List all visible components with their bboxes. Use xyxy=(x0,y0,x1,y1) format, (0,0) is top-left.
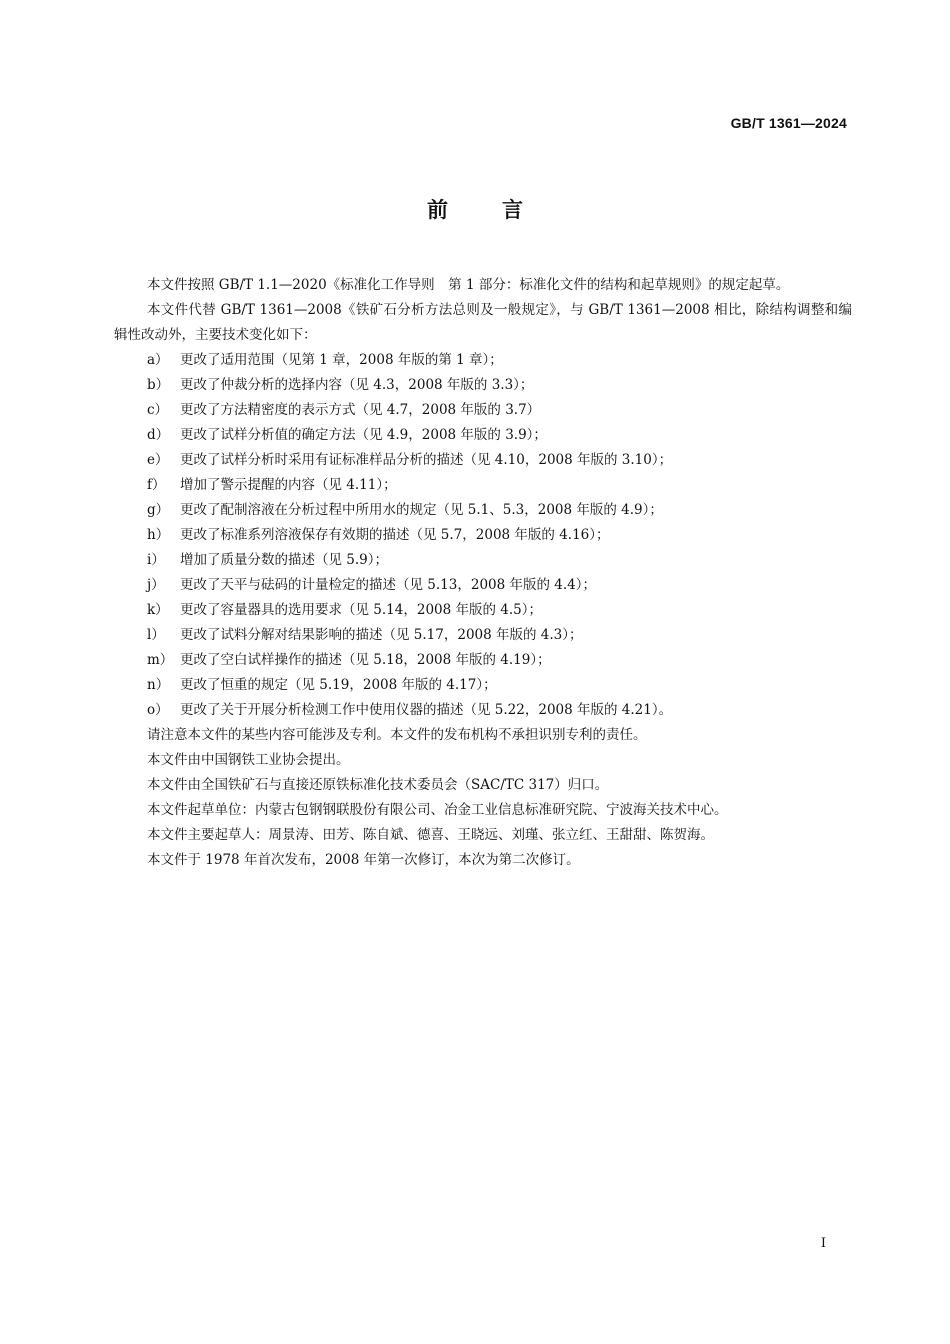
paragraph: 请注意本文件的某些内容可能涉及专利。本文件的发布机构不承担识别专利的责任。 xyxy=(147,727,647,743)
list-item-text: 增加了警示提醒的内容（见 4.11）； xyxy=(180,477,397,493)
page-title xyxy=(0,194,950,224)
list-marker: c） xyxy=(147,402,169,418)
list-marker: n） xyxy=(147,677,170,693)
list-item xyxy=(114,373,852,398)
list-marker: g） xyxy=(147,502,170,518)
paragraph: 本文件于 1978 年首次发布，2008 年第一次修订，本次为第二次修订。 xyxy=(147,852,580,868)
list-item-text: 更改了恒重的规定（见 5.19，2008 年版的 4.17）； xyxy=(180,677,497,693)
paragraph: 本文件起草单位：内蒙古包钢钢联股份有限公司、冶金工业信息标准研究院、宁波海关技术中心。 xyxy=(147,802,728,818)
list-marker: a） xyxy=(147,352,169,368)
list-item xyxy=(114,348,852,373)
list-item xyxy=(114,448,852,473)
list-item xyxy=(114,573,852,598)
list-item-text: 更改了试样分析时采用有证标准样品分析的描述（见 4.10，2008 年版的 3.10）； xyxy=(180,452,673,468)
list-marker: d） xyxy=(147,427,170,443)
paragraph: 本文件代替 GB/T 1361—2008《铁矿石分析方法总则及一般规定》，与 GB/T 1361—2008 相比，除结构调整和编辑性改动外，主要技术变化如下： xyxy=(114,302,852,343)
list-item xyxy=(114,598,852,623)
list-marker: o） xyxy=(147,702,169,718)
paragraph: 本文件按照 GB/T 1.1—2020《标准化工作导则 第 1 部分：标准化文件的结构和起草规则》的规定起草。 xyxy=(147,277,790,293)
foreword-body xyxy=(114,273,852,873)
list-item-text: 更改了方法精密度的表示方式（见 4.7，2008 年版的 3.7） xyxy=(180,402,541,418)
list-item xyxy=(114,473,852,498)
list-item xyxy=(114,498,852,523)
paragraph: 本文件主要起草人：周景涛、田芳、陈自斌、德喜、王晓远、刘瑾、张立红、王甜甜、陈贺海。 xyxy=(147,827,714,843)
list-marker: e） xyxy=(147,452,169,468)
paragraph: 本文件由中国钢铁工业协会提出。 xyxy=(147,752,350,768)
list-marker: l） xyxy=(147,627,165,643)
changes-list xyxy=(114,348,852,723)
list-item-text: 更改了天平与砝码的计量检定的描述（见 5.13，2008 年版的 4.4）； xyxy=(180,577,597,593)
title-char-2: 言 xyxy=(502,198,523,222)
page-number: I xyxy=(820,1236,826,1251)
list-item xyxy=(114,423,852,448)
list-marker: k） xyxy=(147,602,169,618)
list-item xyxy=(114,648,852,673)
list-item-text: 更改了适用范围（见第 1 章，2008 年版的第 1 章）； xyxy=(180,352,503,368)
list-marker: m） xyxy=(147,652,174,668)
list-item xyxy=(114,623,852,648)
list-item-text: 更改了标准系列溶液保存有效期的描述（见 5.7，2008 年版的 4.16）； xyxy=(180,527,610,543)
list-item xyxy=(114,673,852,698)
list-marker: f） xyxy=(147,477,166,493)
list-marker: j） xyxy=(147,577,165,593)
standard-code-header: GB/T 1361—2024 xyxy=(730,115,847,131)
list-item xyxy=(114,698,852,723)
list-marker: h） xyxy=(147,527,170,543)
list-marker: b） xyxy=(147,377,170,393)
list-item-text: 更改了空白试样操作的描述（见 5.18，2008 年版的 4.19）； xyxy=(180,652,551,668)
list-item-text: 更改了仲裁分析的选择内容（见 4.3，2008 年版的 3.3）； xyxy=(180,377,534,393)
list-item xyxy=(114,548,852,573)
list-item xyxy=(114,398,852,423)
list-item xyxy=(114,523,852,548)
list-marker: i） xyxy=(147,552,165,568)
list-item-text: 更改了试样分析值的确定方法（见 4.9，2008 年版的 3.9）； xyxy=(180,427,547,443)
list-item-text: 更改了容量器具的选用要求（见 5.14，2008 年版的 4.5）； xyxy=(180,602,543,618)
paragraph: 本文件由全国铁矿石与直接还原铁标准化技术委员会（SAC/TC 317）归口。 xyxy=(147,777,609,793)
title-char-1: 前 xyxy=(427,198,448,222)
list-item-text: 更改了配制溶液在分析过程中所用水的规定（见 5.1、5.3，2008 年版的 4.9）； xyxy=(180,502,663,518)
list-item-text: 更改了试料分解对结果影响的描述（见 5.17，2008 年版的 4.3）； xyxy=(180,627,583,643)
list-item-text: 增加了质量分数的描述（见 5.9）； xyxy=(180,552,389,568)
list-item-text: 更改了关于开展分析检测工作中使用仪器的描述（见 5.22，2008 年版的 4.21）。 xyxy=(180,702,673,718)
